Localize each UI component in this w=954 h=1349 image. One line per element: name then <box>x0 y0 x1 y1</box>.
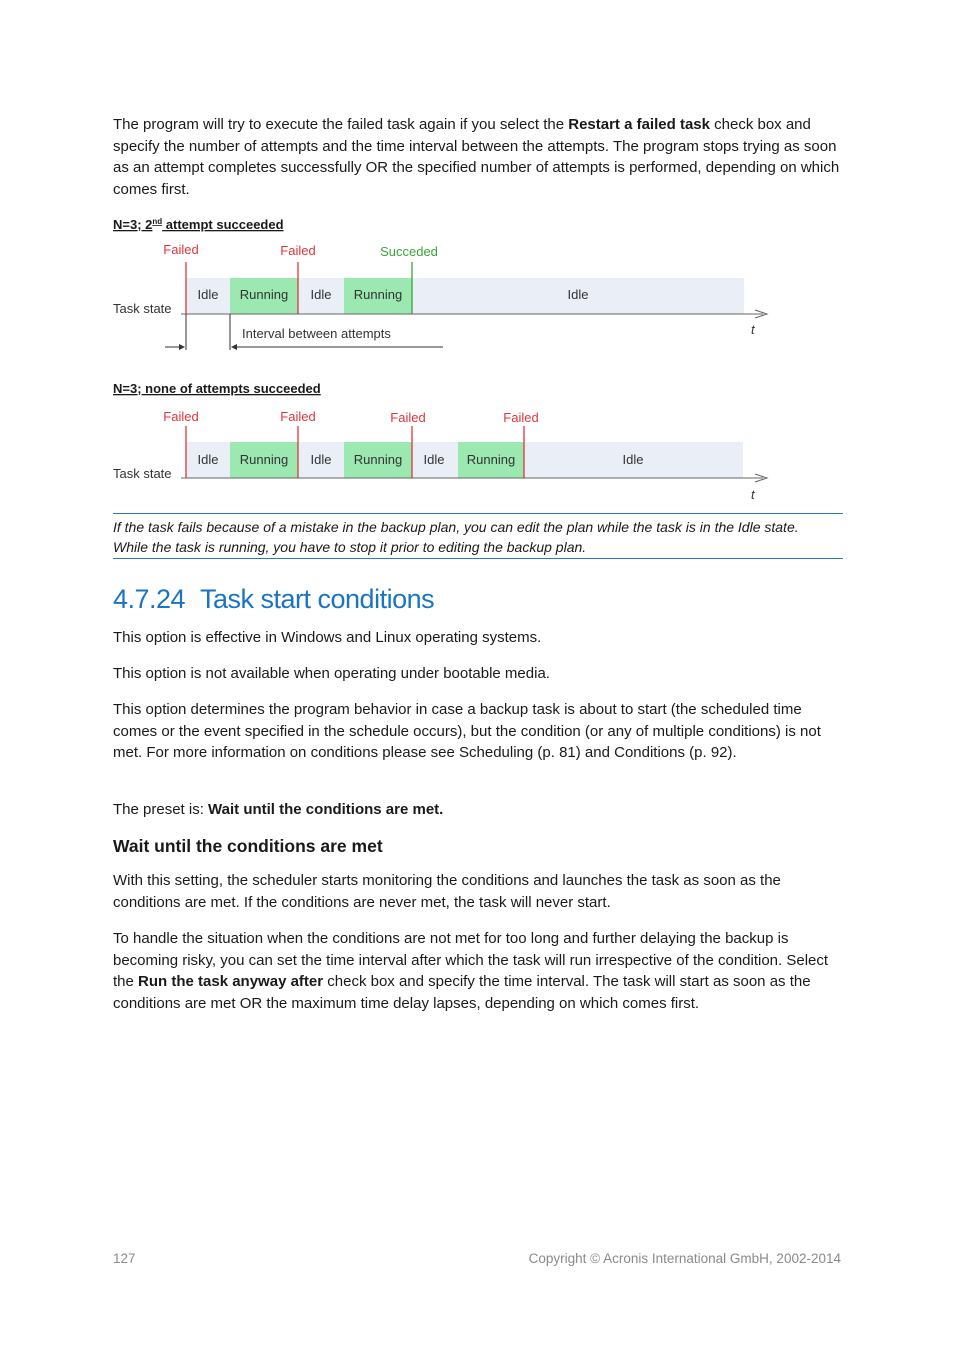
preset-value: Wait until the conditions are met. <box>208 801 444 818</box>
paragraph: This option determines the program behavior in case a backup task is about to start (the scheduled time comes or the event specified in the schedule occurs), but the condition (or any of multiple conditions) is not met. For more information on conditions please see Scheduling (p. 81) and Conditions (p. 92). <box>113 701 821 761</box>
run-anyway-option-name: Run the task anyway after <box>138 973 324 990</box>
paragraph: This option is effective in Windows and Linux operating systems. <box>113 629 542 646</box>
marker-failed: Failed <box>163 242 199 257</box>
subsection-heading: Wait until the conditions are met <box>113 836 383 856</box>
paragraph: This option is not available when operating under bootable media. <box>113 665 550 682</box>
segment-label: Idle <box>310 452 332 467</box>
intro-paragraph: The program will try to execute the failed task again if you select the Restart a failed task check box and specify the number of attempts and the time interval between the attempts. The program stops trying as soon as an attempt completes successfully OR the specified number of attempts is performed, depending on which comes first. <box>113 116 840 198</box>
paragraph: To handle the situation when the conditions are not met for too long and further delaying the backup is becoming risky, you can set the time interval after which the task will run irrespective of the condition. Select the Run the task anyway after check box and specify the time interval. The task will start as soon as the conditions are met OR the maximum time delay lapses, depending on which comes first. <box>113 930 829 1012</box>
diagram2-title: N=3; none of attempts succeeded <box>113 381 321 396</box>
segment-label: Idle <box>310 287 332 302</box>
time-axis-label: t <box>751 487 755 502</box>
note-box <box>113 513 843 559</box>
marker-failed: Failed <box>163 409 199 424</box>
segment-label: Idle <box>197 287 219 302</box>
paragraph: With this setting, the scheduler starts monitoring the conditions and launches the task as soon as the conditions are met. If the conditions are never met, the task will never start. <box>113 872 781 911</box>
restart-option-name: Restart a failed task <box>568 116 710 133</box>
segment-label: Idle <box>197 452 219 467</box>
note-line: If the task fails because of a mistake in the backup plan, you can edit the plan while the task is in the Idle state. <box>113 519 799 535</box>
marker-succeeded: Succeded <box>380 244 438 259</box>
segment-label: Running <box>353 287 403 302</box>
segment-label: Running <box>239 452 289 467</box>
page-number: 127 <box>113 1251 136 1266</box>
diagram-attempt-succeeded <box>113 214 843 354</box>
diagram-none-succeeded <box>113 378 843 504</box>
time-axis-label: t <box>751 322 755 337</box>
segment-label: Running <box>353 452 403 467</box>
section-title: Task start conditions <box>200 584 435 614</box>
marker-failed: Failed <box>390 410 426 425</box>
section-heading <box>113 584 434 615</box>
row-label: Task state <box>113 301 172 316</box>
segment-label: Idle <box>622 452 644 467</box>
preset-paragraph: The preset is: Wait until the conditions are met. <box>113 801 444 818</box>
marker-failed: Failed <box>280 243 316 258</box>
segment-label: Idle <box>567 287 589 302</box>
segment-label: Running <box>239 287 289 302</box>
row-label: Task state <box>113 466 172 481</box>
marker-failed: Failed <box>503 410 539 425</box>
segment-label: Running <box>466 452 516 467</box>
note-line: While the task is running, you have to stop it prior to editing the backup plan. <box>113 539 587 555</box>
interval-label: Interval between attempts <box>242 326 391 341</box>
segment-label: Idle <box>423 452 445 467</box>
diagram1-title: N=3; 2nd attempt succeeded <box>113 217 284 232</box>
copyright: Copyright © Acronis International GmbH, 2002-2014 <box>528 1251 841 1266</box>
marker-failed: Failed <box>280 409 316 424</box>
section-number: 4.7.24 <box>113 584 186 614</box>
